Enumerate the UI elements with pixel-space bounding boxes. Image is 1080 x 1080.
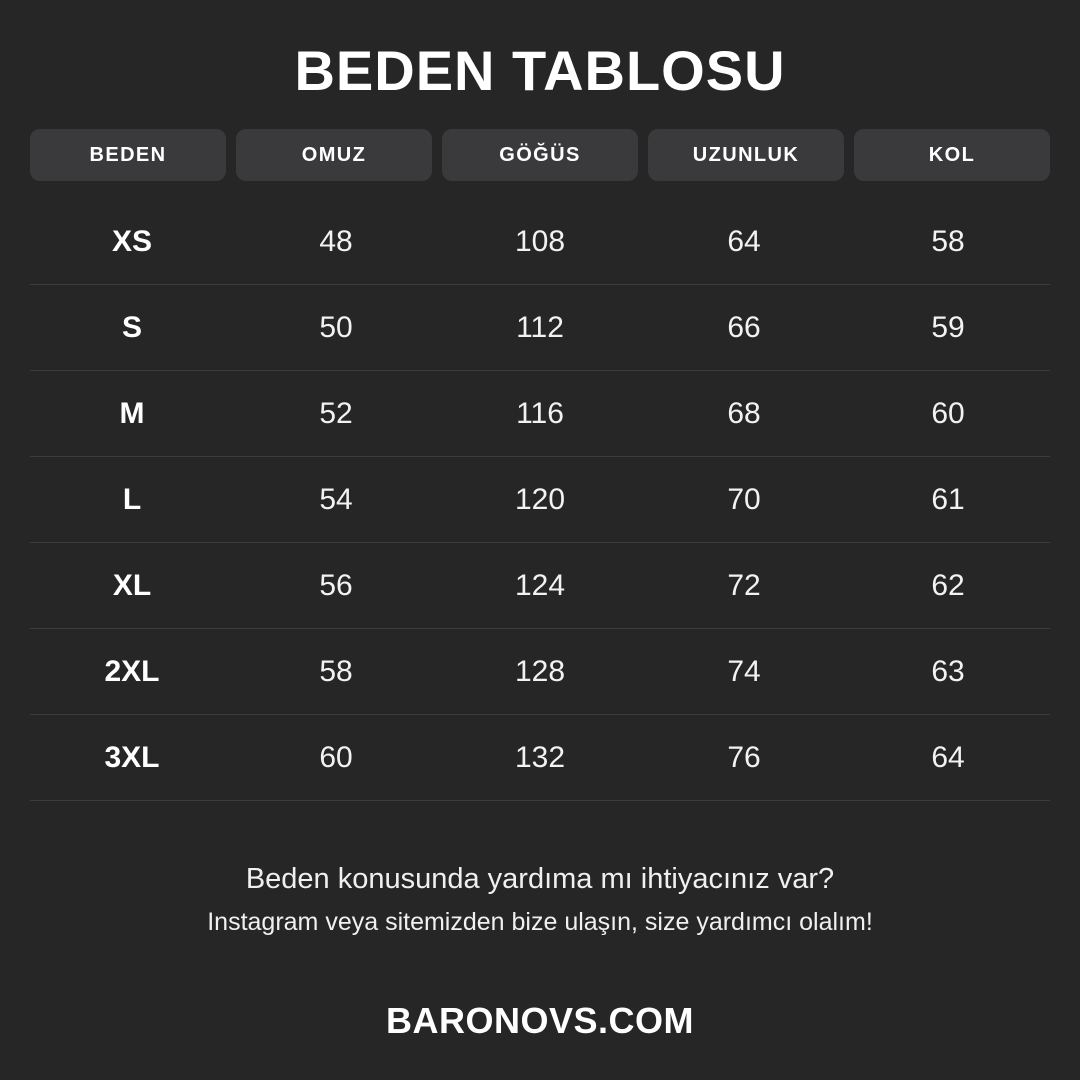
- cell-kol: 58: [931, 224, 965, 258]
- cell-size: M: [119, 396, 145, 430]
- table-row: [30, 457, 1050, 543]
- table-row: [30, 543, 1050, 629]
- cell-kol: 63: [931, 654, 965, 688]
- cell-kol: 61: [931, 482, 965, 516]
- cell-omuz: 54: [319, 482, 353, 516]
- cell-gogus: 124: [514, 568, 566, 602]
- cell-size: XL: [112, 568, 152, 602]
- cell-uzunluk: 64: [727, 224, 761, 258]
- cell-uzunluk: 76: [727, 740, 761, 774]
- cell-gogus: 108: [514, 224, 566, 258]
- column-header-uzunluk: UZUNLUK: [648, 129, 844, 181]
- cell-gogus: 132: [514, 740, 566, 774]
- cell-kol: 62: [931, 568, 965, 602]
- cell-uzunluk: 66: [727, 310, 761, 344]
- cell-uzunluk: 68: [727, 396, 761, 430]
- help-question: Beden konusunda yardıma mı ihtiyacınız var?: [245, 863, 835, 895]
- cell-size: 3XL: [104, 740, 160, 774]
- table-header-row: [30, 129, 1050, 181]
- cell-omuz: 56: [319, 568, 353, 602]
- help-instruction: Instagram veya sitemizden bize ulaşın, size yardımcı olalım!: [207, 908, 873, 936]
- cell-gogus: 112: [516, 310, 564, 344]
- cell-size: S: [121, 310, 142, 344]
- cell-uzunluk: 72: [727, 568, 761, 602]
- cell-omuz: 58: [319, 654, 353, 688]
- table-row: [30, 715, 1050, 801]
- brand-website: BARONOVS.COM: [385, 1000, 694, 1041]
- help-footer: [0, 863, 1080, 937]
- cell-gogus: 128: [514, 654, 566, 688]
- cell-size: 2XL: [104, 654, 160, 688]
- cell-gogus: 120: [514, 482, 566, 516]
- table-row: [30, 629, 1050, 715]
- cell-omuz: 50: [319, 310, 353, 344]
- cell-kol: 59: [931, 310, 965, 344]
- cell-uzunluk: 74: [727, 654, 761, 688]
- page-title: BEDEN TABLOSU: [294, 39, 786, 102]
- table-row: [30, 371, 1050, 457]
- column-header-gogus: GÖĞÜS: [442, 129, 638, 181]
- column-header-kol: KOL: [854, 129, 1050, 181]
- cell-omuz: 52: [319, 396, 353, 430]
- column-header-beden: BEDEN: [30, 129, 226, 181]
- cell-uzunluk: 70: [727, 482, 761, 516]
- cell-omuz: 60: [319, 740, 353, 774]
- cell-size: XS: [111, 224, 153, 258]
- table-row: [30, 285, 1050, 371]
- cell-size: L: [122, 482, 142, 516]
- table-body: [30, 199, 1050, 801]
- cell-gogus: 116: [516, 396, 564, 430]
- column-header-omuz: OMUZ: [236, 129, 432, 181]
- cell-kol: 60: [931, 396, 965, 430]
- cell-kol: 64: [931, 740, 965, 774]
- table-row: [30, 199, 1050, 285]
- size-table: [30, 129, 1050, 801]
- cell-omuz: 48: [319, 224, 353, 258]
